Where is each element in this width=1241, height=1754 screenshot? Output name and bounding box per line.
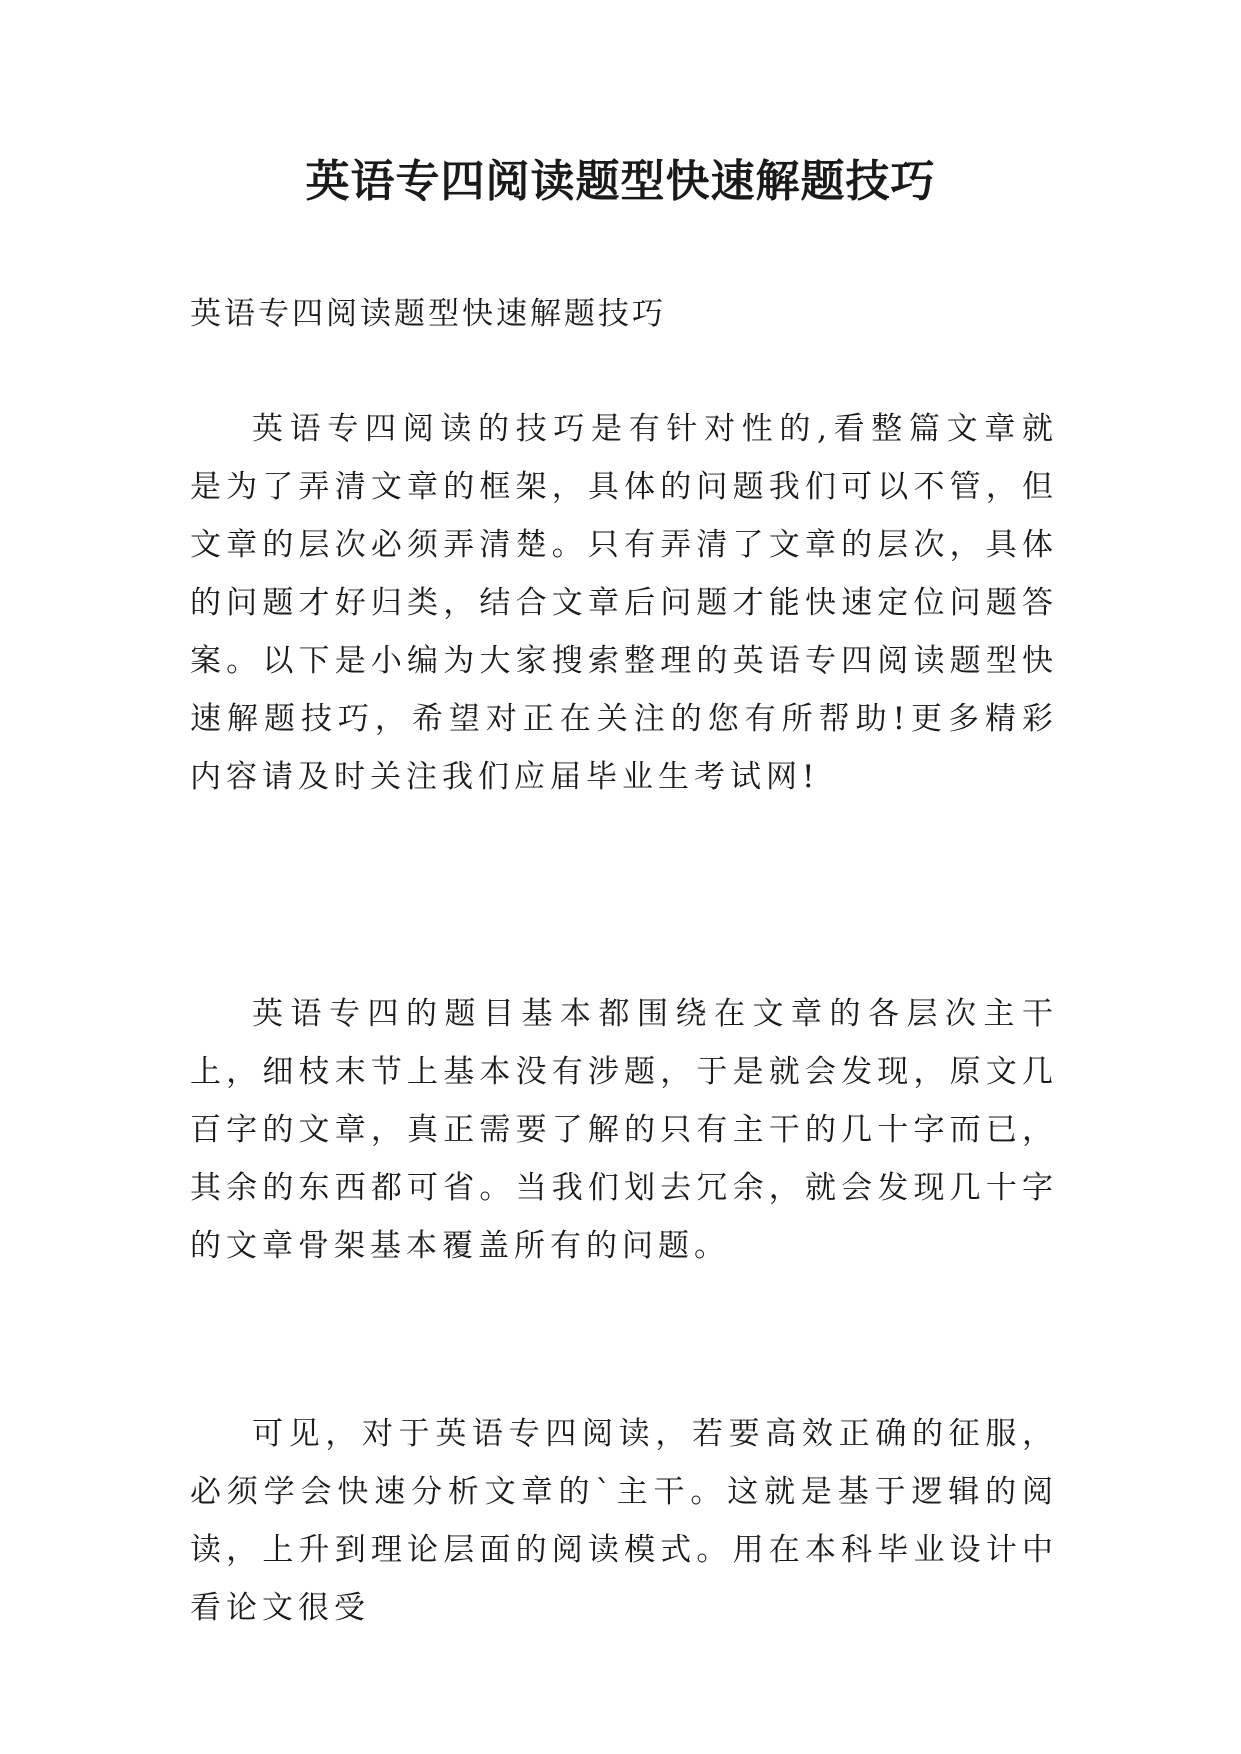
paragraph-intro: 英语专四阅读的技巧是有针对性的,看整篇文章就是为了弄清文章的框架，具体的问题我们可以不管，但文章的层次必须弄清楚。只有弄清了文章的层次，具体的问题才好归类，结合文章后问题才能快速定位问题答案。以下是小编为大家搜索整理的英语专四阅读题型快速解题技巧，希望对正在关注的您有所帮助!更多精彩内容请及时关注我们应届毕业生考试网! [190, 411, 1058, 795]
document-subtitle: 英语专四阅读题型快速解题技巧 [190, 296, 666, 332]
paragraph-conclusion: 可见，对于英语专四阅读，若要高效正确的征服，必须学会快速分析文章的`主干。这就是基于逻辑的阅读，上升到理论层面的阅读模式。用在本科毕业设计中看论文很受 [190, 1416, 1058, 1626]
document-title: 英语专四阅读题型快速解题技巧 [305, 156, 936, 207]
paragraph-main-points: 英语专四的题目基本都围绕在文章的各层次主干上，细枝末节上基本没有涉题，于是就会发现，原文几百字的文章，真正需要了解的只有主干的几十字而已，其余的东西都可省。当我们划去冗余，就会发现几十字的文章骨架基本覆盖所有的问题。 [190, 996, 1058, 1264]
